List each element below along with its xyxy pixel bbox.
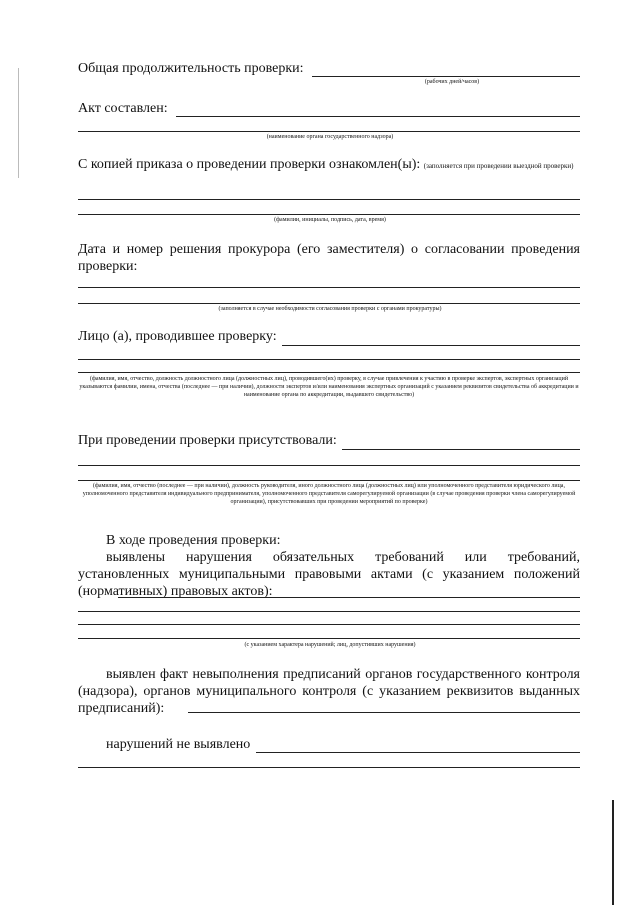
order-label-text: С копией приказа о проведении проверки ознакомлен(ы):: [78, 157, 421, 172]
scan-edge-line: [612, 800, 614, 905]
prosecutor-label: Дата и номер решения прокурора (его заместителя) о согласовании проведения проверки:: [78, 242, 580, 274]
violations-caption: (с указанием характера нарушений; лиц, допустивших нарушения): [244, 642, 416, 648]
prosecutor-line-2[interactable]: [78, 303, 580, 304]
violations-line-1[interactable]: [118, 597, 580, 598]
inspector-caption: (фамилия, имя, отчество, должность должностного лица (должностных лиц), проводившего(их) проверку, в случае привлечения к участию в проверке экспертов, экспертных организаций указываются фамилии, имена, отчества (последнее — при наличии), должности экспертов и/или наименования экспертных организаций с указанием реквизитов свидетельства об аккредитации и наименование органа по аккредитации, выдавшего свидетельство): [79, 376, 579, 398]
present-caption: (фамилия, имя, отчество (последнее — при наличии), должность руководителя, иного должностного лица (должностных лиц) или уполномоченного представителя юридического лица, уполномоченного представителя индивидуального предпринимателя, уполномоченного представителя саморегулируемой организации (в случае проведения проверки члена саморегулируемой организации), присутствовавших при проведении мероприятий по проверке): [82, 483, 576, 505]
during-heading: В ходе проведения проверки:: [106, 533, 281, 548]
present-label: При проведении проверки присутствовали:: [78, 433, 337, 448]
no-violations-line-2[interactable]: [78, 767, 580, 768]
duration-caption: (рабочих дней/часов): [424, 79, 480, 85]
act-line-1[interactable]: [176, 116, 580, 117]
present-line-2[interactable]: [78, 465, 580, 466]
prosecutor-line-1[interactable]: [78, 287, 580, 288]
no-violations-label: нарушений не выявлено: [106, 737, 251, 752]
act-label: Акт составлен:: [78, 101, 168, 116]
scan-edge-mark: [18, 68, 19, 178]
inspector-label: Лицо (а), проводившее проверку:: [78, 329, 277, 344]
order-line-2[interactable]: [78, 214, 580, 215]
prescriptions-text: выявлен факт невыполнения предписаний органов государственного контроля (надзора), органов муниципального контроля (с указанием реквизитов выданных предписаний):: [78, 667, 580, 716]
violations-line-2[interactable]: [78, 611, 580, 612]
duration-label: Общая продолжительность проверки:: [78, 61, 304, 76]
order-label: [78, 156, 580, 175]
inspector-line-1[interactable]: [282, 345, 580, 346]
violations-line-3[interactable]: [78, 624, 580, 625]
no-violations-line-1[interactable]: [256, 752, 580, 753]
act-caption: (наименование органа государственного надзора): [266, 134, 394, 140]
present-line-3[interactable]: [78, 480, 580, 481]
prosecutor-caption: (заполняется в случае необходимости согласования проверки с органами прокуратуры): [218, 306, 442, 312]
violations-line-4[interactable]: [78, 638, 580, 639]
order-note: (заполняется при проведении выездной проверки): [423, 162, 574, 170]
prescriptions-line[interactable]: [188, 712, 580, 713]
order-line-1[interactable]: [78, 199, 580, 200]
inspector-line-2[interactable]: [78, 359, 580, 360]
violations-text: выявлены нарушения обязательных требований или требований, установленных муниципальными правовыми актами (с указанием положений (нормативных) правовых актов):: [78, 550, 580, 599]
act-line-2[interactable]: [78, 131, 580, 132]
inspector-line-3[interactable]: [78, 372, 580, 373]
present-line-1[interactable]: [342, 449, 580, 450]
duration-line[interactable]: [312, 76, 580, 77]
order-caption: (фамилии, инициалы, подпись, дата, время): [274, 217, 386, 223]
